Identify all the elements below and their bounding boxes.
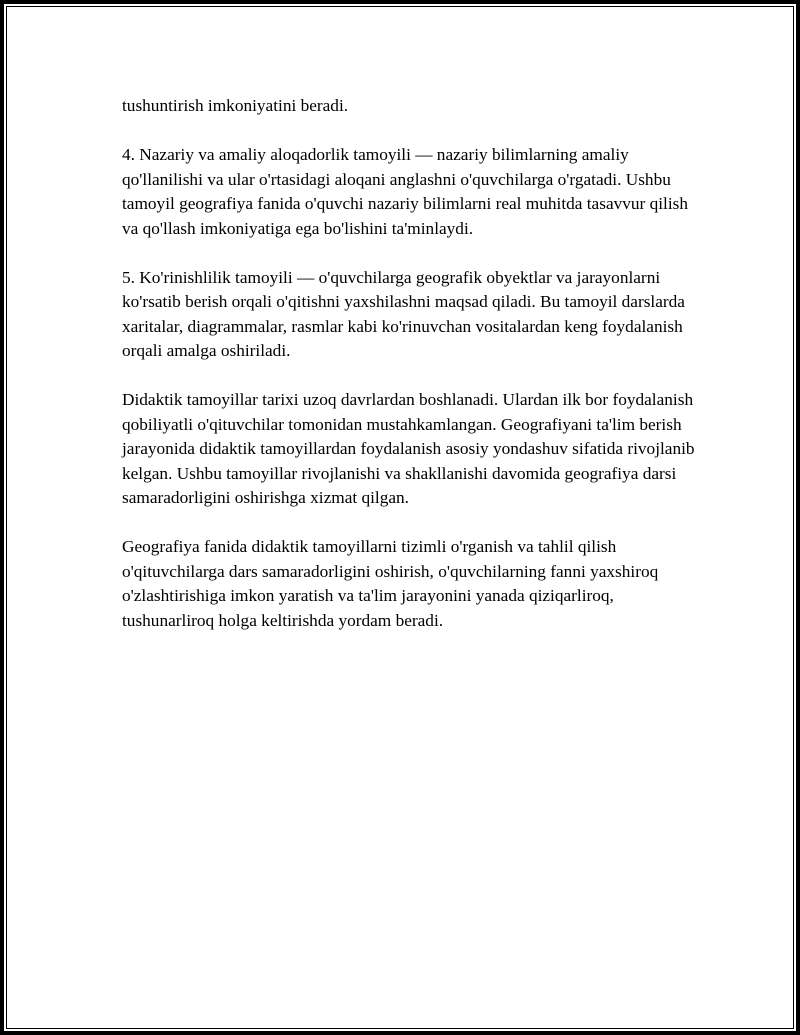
paragraph-continuation: tushuntirish imkoniyatini beradi. <box>122 96 349 115</box>
document-body <box>122 94 702 658</box>
paragraph-conclusion: Geografiya fanida didaktik tamoyillarni tizimli o'rganish va tahlil qilish o'qituvchilarga dars samaradorligini oshirish, o'quvchilarning fanni yaxshiroq o'zlashtirishiga imkon yaratish va ta'lim jarayonini yanada qiziqarliroq, tushunarliroq holga keltirishda yordam beradi. <box>122 537 659 630</box>
paragraph-history: Didaktik tamoyillar tarixi uzoq davrlardan boshlanadi. Ulardan ilk bor foydalanish qobiliyatli o'qituvchilar tomonidan mustahkamlangan. Geografiyani ta'lim berish jarayonida didaktik tamoyillardan foydalanish asosiy yondashuv sifatida rivojlanib kelgan. Ushbu tamoyillar rivojlanishi va shakllanishi davomida geografiya darsi samaradorligini oshirishga xizmat qilgan. <box>122 390 695 507</box>
paragraph-principle-5: 5. Ko'rinishlilik tamoyili — o'quvchilarga geografik obyektlar va jarayonlarni ko'rsatib berish orqali o'qitishni yaxshilashni maqsad qiladi. Bu tamoyil darslarda xaritalar, diagrammalar, rasmlar kabi ko'rinuvchan vositalardan keng foydalanish orqali amalga oshiriladi. <box>122 267 685 360</box>
paragraph-principle-4: 4. Nazariy va amaliy aloqadorlik tamoyili — nazariy bilimlarning amaliy qo'llanilishi va ular o'rtasidagi aloqani anglashni o'quvchilarga o'rgatadi. Ushbu tamoyil geografiya fanida o'quvchi nazariy bilimlarni real muhitda tasavvur qilish va qo'llash imkoniyatiga ega bo'lishini ta'minlaydi. <box>122 145 689 238</box>
